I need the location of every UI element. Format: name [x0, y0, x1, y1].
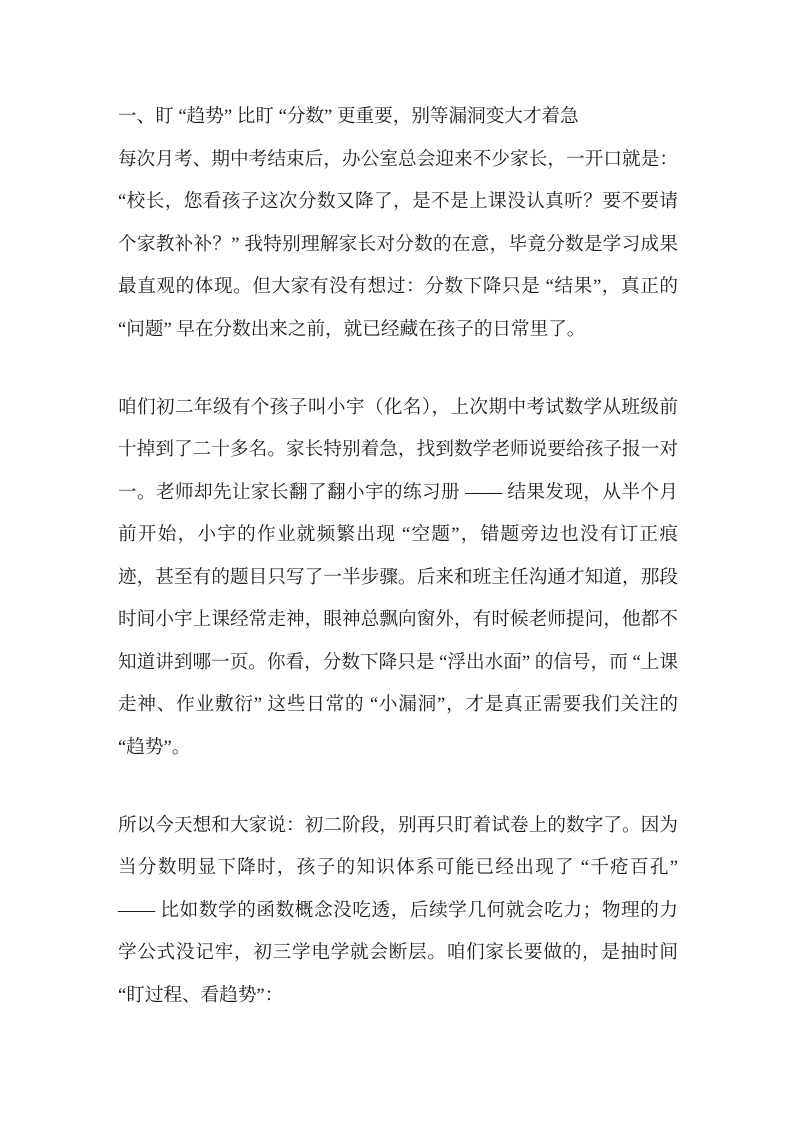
- paragraph-intro: 每次月考、期中考结束后，办公室总会迎来不少家长，一开口就是：“校长，您看孩子这次分数又降了，是不是上课没认真听？要不要请个家教补补？” 我特别理解家长对分数的在意，毕竟分数是学习成果最直观的体现。但大家有没有想过：分数下降只是 “结果”，真正的 “问题” 早在分数出来之前，就已经藏在孩子的日常里了。: [118, 148, 678, 340]
- paragraph-advice: 所以今天想和大家说：初二阶段，别再只盯着试卷上的数字了。因为当分数明显下降时，孩子的知识体系可能已经出现了 “千疮百孔” —— 比如数学的函数概念没吃透，后续学几何就会吃力；物理的力学公式没记牢，初三学电学就会断层。咱们家长要做的，是抽时间 “盯过程、看趋势”：: [118, 814, 678, 1006]
- document-body: [118, 96, 678, 1017]
- section-heading: 一、盯 “趋势” 比盯 “分数” 更重要，别等漏洞变大才着急: [118, 106, 579, 127]
- paragraph-story: 咱们初二年级有个孩子叫小宇（化名），上次期中考试数学从班级前十掉到了二十多名。家长特别着急，找到数学老师说要给孩子报一对一。老师却先让家长翻了翻小宇的练习册 —— 结果发现，从半个月前开始，小宇的作业就频繁出现 “空题”，错题旁边也没有订正痕迹，甚至有的题目只写了一半步骤。后来和班主任沟通才知道，那段时间小宇上课经常走神，眼神总飘向窗外，有时候老师提问，他都不知道讲到哪一页。你看，分数下降只是 “浮出水面” 的信号，而 “上课走神、作业敷衍” 这些日常的 “小漏洞”，才是真正需要我们关注的 “趋势”。: [118, 396, 678, 758]
